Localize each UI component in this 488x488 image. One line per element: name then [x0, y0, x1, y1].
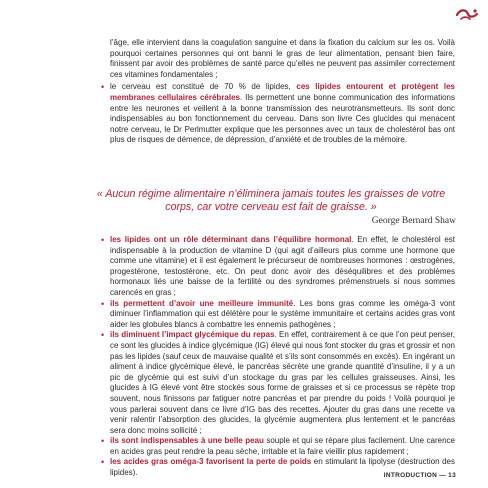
- bullet-brain-lipids: • le cerveau est constitué de 70 % de lipides, ces lipides entourent et protègent les membranes cellulaires cérébrales. Ils permettent une bonne communication des informations entre les neurones et veillent à la bonne transmission des neurotransmetteurs. Ils sont donc indispensables au bon fonctionnement du cerveau. Dans son livre Ces glucides qui menacent notre cerveau, le Dr Perlmutter explique que les personnes avec un taux de cholestérol bas ont plus de risques de démence, de dépression, d’anxiété et de troubles de la mémoire.: [100, 82, 455, 146]
- quote-author: George Bernard Shaw: [371, 216, 456, 226]
- highlight-text: les lipides ont un rôle déterminant dans l’équilibre hormonal: [110, 235, 352, 244]
- bullet-glycemic: • ils diminuent l’impact glycémique du repas. En effet, contrairement à ce que l’on peut penser, ce sont les glucides à indice glycémique (IG) élevé qui nous font stocker du gras et grossir et non pas les lipides (sauf ceux de mauvaise qualité et s’ils sont consommés en excès). En ingérant un aliment à indice glycémique élevé, le pancréas sécrète une grande quantité d’insuline, il y a un pic de glycémie qui est suivi d’un stockage du gras par les cellules graisseuses. Ainsi, les glucides à IG élevé vont être stockés sous forme de graisses et si ce processus se répète trop souvent, nous finissons par fatiguer notre pancréas et par prendre du poids ! Voilà pourquoi je vous parlerai souvent dans ce livre d’IG bas des recettes. Ajouter du gras dans une recette va venir ralentir l’absorption des glucides, la glycémie augmentera plus lentement et le pancréas sera donc moins sollicité ;: [100, 330, 455, 436]
- paragraph-continuation: l’âge, elle intervient dans la coagulation sanguine et dans la fixation du calcium sur les os. Voilà pourquoi certaines personnes qui ont banni le gras de leur alimentation, pensant bien faire, finissent par avoir des problèmes de santé parce qu’elles ne peuvent pas assimiler correctement ces vitamines fondamentales ;: [110, 38, 455, 79]
- bullet-hormonal: • les lipides ont un rôle déterminant dans l’équilibre hormonal. En effet, le cholestérol est indispensable à la production de vitamine D (qui agit d’ailleurs plus comme une hormone que comme une vitamine) et il est également le précurseur de nombreuses hormones : œstrogènes, progestérone, testostérone, etc. On peut donc avoir des déséquilibres et des problèmes hormonaux liés une baisse de la fertilité ou des syndromes prémenstruels si nous sommes carencés en gras ;: [100, 235, 455, 299]
- red-swirl-logo-icon: [455, 6, 479, 22]
- highlight-text: les acides gras oméga-3 favorisent la perte de poids: [110, 457, 312, 467]
- highlight-text: ces lipides entourent et protègent les membranes cellulaires cérébrales: [110, 82, 456, 102]
- page-footer: INTRODUCTION — 13: [383, 472, 456, 479]
- bottom-text-block: [100, 235, 455, 479]
- bullet-skin: • ils sont indispensables à une belle peau souple et qui se répare plus facilement. Une carence en acides gras peut rendre la peau sèche, irritable et la faire vieillir plus rapidement ;: [100, 436, 455, 457]
- bullet-weight-loss: • les acides gras oméga-3 favorisent la perte de poids en stimulant la lipolyse (destruction des lipides).: [100, 457, 455, 478]
- highlight-text: ils diminuent l’impact glycémique du repas: [110, 330, 275, 340]
- highlight-text: ils permettent d’avoir une meilleure immunité: [110, 298, 294, 308]
- pull-quote: « Aucun régime alimentaire n’éliminera jamais toutes les graisses de votre corps, car votre cerveau est fait de graisse. »: [96, 188, 446, 213]
- top-text-block: [100, 38, 455, 146]
- highlight-text: ils sont indispensables à une belle peau: [110, 436, 264, 446]
- bullet-immunity: • ils permettent d’avoir une meilleure immunité. Les bons gras comme les oméga-3 vont diminuer l’inflammation qui est délétère pour le système immunitaire et certains acides gras vont aider les globules blancs à combattre les ennemis pathogènes ;: [100, 299, 455, 331]
